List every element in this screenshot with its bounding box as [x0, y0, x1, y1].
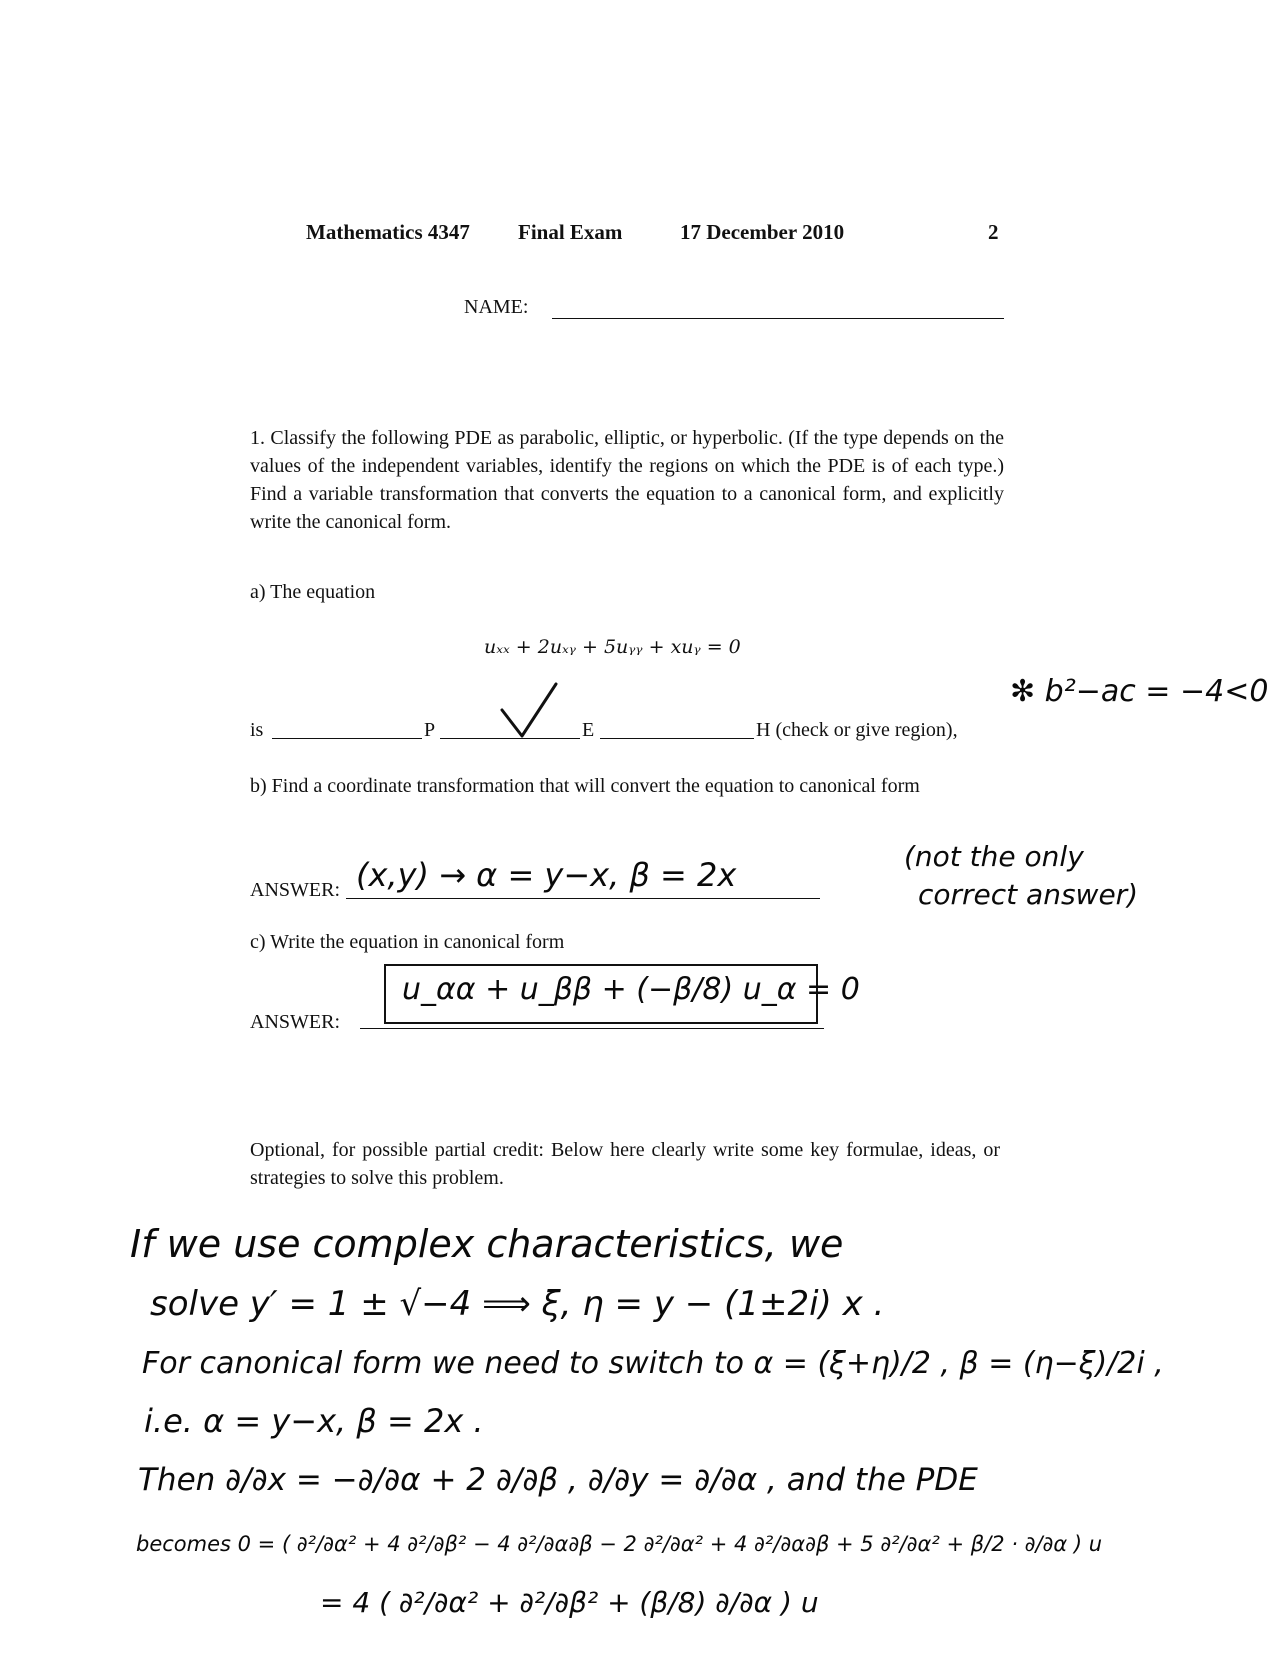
optional-prompt: Optional, for possible partial credit: Below here clearly write some key formulae, ideas, or strategies to solve this problem.	[250, 1139, 1000, 1189]
option-h: H (check or give region),	[756, 719, 958, 741]
answer-c-handwritten: u_αα + u_ββ + (−β/8) u_α = 0	[402, 972, 860, 1007]
checkmark-icon	[500, 680, 560, 740]
discriminant-note: ✻ b²−ac = −4<0	[1010, 674, 1269, 709]
option-p: P	[424, 719, 436, 741]
part-a-label: a) The equation	[250, 581, 376, 603]
name-field[interactable]	[552, 318, 1004, 319]
part-b-prompt: b) Find a coordinate transformation that will convert the equation to canonical form	[250, 775, 920, 797]
work-line: solve y′ = 1 ± √−4 ⟹ ξ, η = y − (1±2i) x .	[150, 1284, 885, 1324]
exam-header	[306, 220, 1006, 252]
name-label: NAME:	[464, 296, 529, 318]
page-number: 2	[988, 220, 999, 244]
option-e: E	[582, 719, 595, 741]
answer-b-note-1: (not the only	[904, 840, 1084, 873]
course-title: Mathematics 4347	[306, 220, 470, 244]
work-line: For canonical form we need to switch to α = (ξ+η)/2 , β = (η−ξ)/2i ,	[142, 1346, 1164, 1381]
work-line: becomes 0 = ( ∂²/∂α² + 4 ∂²/∂β² − 4 ∂²/∂α∂β − 2 ∂²/∂α² + 4 ∂²/∂α∂β + 5 ∂²/∂α² + β/2 · ∂/∂α ) u	[136, 1532, 1103, 1556]
answer-c-label: ANSWER:	[250, 1011, 340, 1033]
work-line: = 4 ( ∂²/∂α² + ∂²/∂β² + (β/8) ∂/∂α ) u	[320, 1586, 819, 1619]
work-line: i.e. α = y−x, β = 2x .	[144, 1402, 484, 1440]
pde-equation: uₓₓ + 2uₓᵧ + 5uᵧᵧ + xuᵧ = 0	[484, 636, 741, 658]
work-line: Then ∂/∂x = −∂/∂α + 2 ∂/∂β , ∂/∂y = ∂/∂α , and the PDE	[138, 1462, 978, 1498]
answer-b-label: ANSWER:	[250, 879, 340, 901]
answer-c-line[interactable]	[360, 1028, 824, 1029]
answer-b-line[interactable]	[346, 898, 820, 899]
exam-date: 17 December 2010	[680, 220, 845, 244]
part-c-prompt: c) Write the equation in canonical form	[250, 931, 565, 953]
answer-b-note-2: correct answer)	[918, 878, 1139, 911]
is-label: is	[250, 719, 264, 741]
exam-title: Final Exam	[518, 220, 623, 244]
question-prompt: 1. Classify the following PDE as parabolic, elliptic, or hyperbolic. (If the type depends on the values of the independent variables, identify the regions on which the PDE is of each type.) Find a variable transformation that converts the equation to a canonical form, and explicitly write the canonical form.	[250, 427, 1004, 533]
work-line: If we use complex characteristics, we	[130, 1222, 844, 1266]
answer-b-handwritten: (x,y) → α = y−x, β = 2x	[356, 856, 737, 894]
blank-p[interactable]	[272, 738, 422, 739]
blank-h[interactable]	[600, 738, 754, 739]
